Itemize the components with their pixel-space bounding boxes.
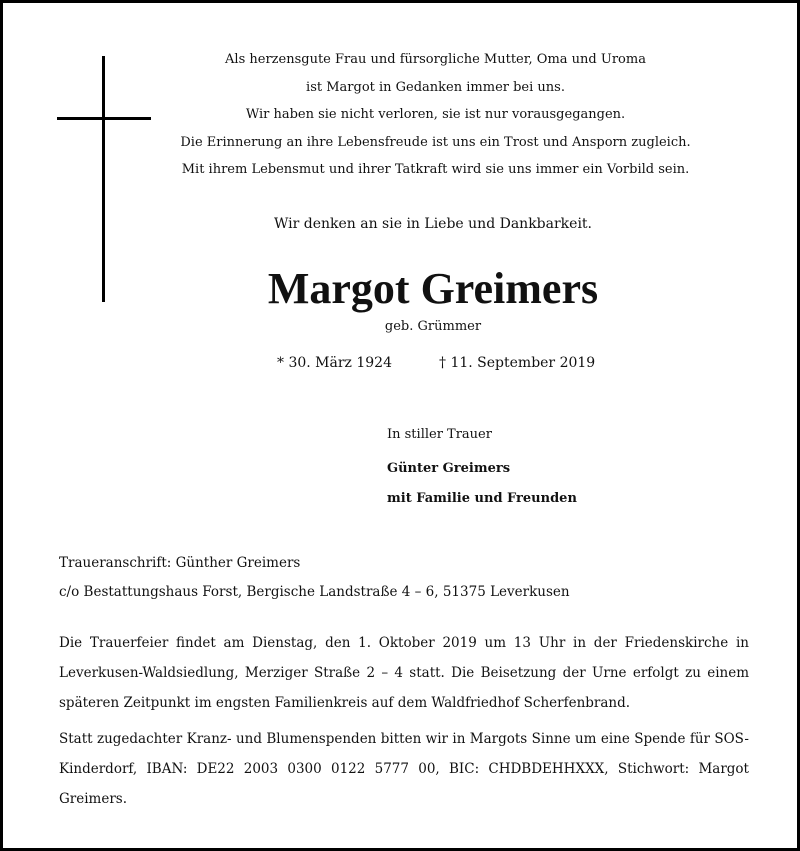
funeral-service-paragraph: Die Trauerfeier findet am Dienstag, den 1. Oktober 2019 um 13 Uhr in der Friedenskirche in Leverkusen-Waldsiedlung, Merziger Straße 2 – 4 statt. Die Beisetzung der Urne erfolgt zu einem späteren Zeitpunkt im engsten Familienkreis auf dem Waldfriedhof Scherfenbrand. bbox=[59, 635, 749, 711]
mourner-name: Günter Greimers bbox=[387, 461, 511, 476]
poem-line: Die Erinnerung an ihre Lebensfreude ist uns ein Trost und Ansporn zugleich. bbox=[180, 134, 691, 150]
death-date: † 11. September 2019 bbox=[439, 355, 596, 371]
donation-paragraph: Statt zugedachter Kranz- und Blumenspenden bitten wir in Margots Sinne um eine Spende für SOS-Kinderdorf, IBAN: DE22 2003 0300 0122 5777 00, BIC: CHDBDEHHXXX, Stichwort: Margot Greimers. bbox=[59, 731, 749, 807]
memorial-poem bbox=[163, 50, 708, 188]
birth-name: geb. Grümmer bbox=[384, 319, 482, 334]
poem-line: Mit ihrem Lebensmut und ihrer Tatkraft wird sie uns immer ein Vorbild sein. bbox=[181, 162, 690, 177]
mourning-address bbox=[59, 553, 759, 611]
mourner-family: mit Familie und Freunden bbox=[387, 491, 577, 506]
address-line: Traueranschrift: Günther Greimers bbox=[59, 555, 301, 571]
address-line: c/o Bestattungshaus Forst, Bergische Landstraße 4 – 6, 51375 Leverkusen bbox=[59, 584, 570, 600]
poem-line: Wir haben sie nicht verloren, sie ist nur vorausgegangen. bbox=[245, 107, 626, 122]
poem-line: ist Margot in Gedanken immer bei uns. bbox=[306, 79, 565, 95]
mourners-intro: In stiller Trauer bbox=[387, 427, 492, 442]
birth-date: * 30. März 1924 bbox=[277, 355, 392, 371]
poem-line: Als herzensgute Frau und fürsorgliche Mutter, Oma und Uroma bbox=[225, 52, 646, 67]
cross-horizontal-bar bbox=[57, 117, 151, 120]
closing-line: Wir denken an sie in Liebe und Dankbarkeit. bbox=[273, 216, 592, 232]
deceased-name: Margot Greimers bbox=[267, 264, 599, 313]
mourners-block bbox=[387, 425, 577, 519]
cross-vertical-bar bbox=[102, 56, 105, 302]
